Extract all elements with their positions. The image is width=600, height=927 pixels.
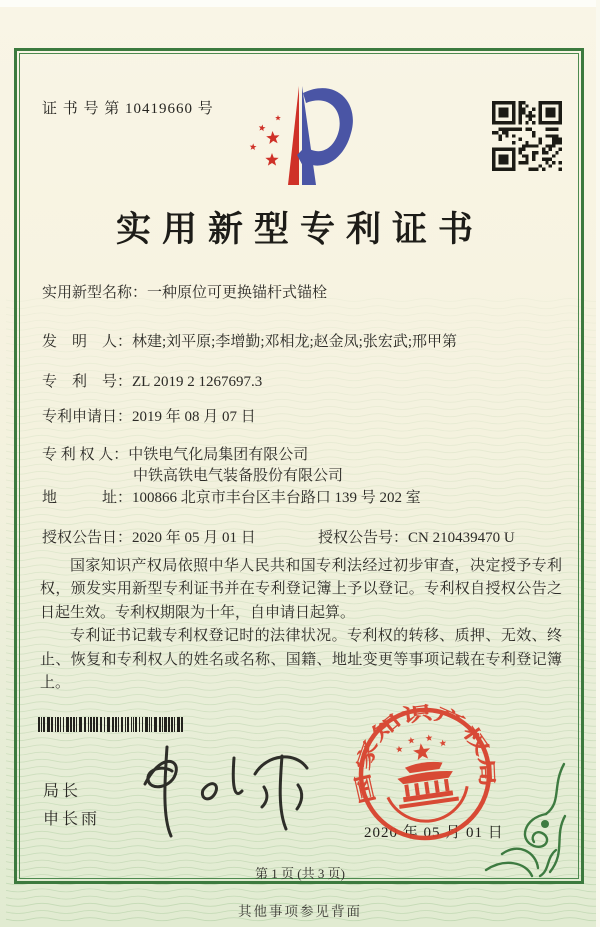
field-utility-model-name — [42, 281, 327, 302]
field-label: 专利申请日： — [42, 409, 133, 425]
field-label: 发 明 人： — [42, 334, 133, 350]
field-label: 实用新型名称： — [42, 285, 148, 301]
field-patent-number — [42, 370, 262, 391]
official-seal — [335, 684, 516, 865]
legal-paragraph-2: 专利证书记载专利权登记时的法律状况。专利权的转移、质押、无效、终止、恢复和专利权人的姓名或名称、国籍、地址变更等事项记载在专利登记簿上。 — [40, 628, 562, 692]
photo-edge-top — [0, 0, 600, 7]
page-number: 第 1 页 (共 3 页) — [255, 866, 345, 881]
field-value: 林建;刘平原;李增勤;邓相龙;赵金凤;张宏武;邢甲第 — [132, 334, 458, 350]
field-label: 专 利 权 人： — [42, 447, 129, 463]
field-filing-date — [42, 405, 256, 426]
qr-code — [492, 101, 562, 171]
seal-emblem-gate — [384, 757, 471, 826]
field-value: 中铁电气化局集团有限公司 — [128, 447, 309, 463]
legal-paragraph-1: 国家知识产权局依照中华人民共和国专利法经过初步审查，决定授予专利权，颁发实用新型专利证书并在专利登记簿上予以登记。专利权自授权公告之日起生效。专利权期限为十年，自申请日起算。 — [40, 558, 562, 621]
certificate-title: 实用新型专利证书 — [115, 210, 484, 249]
field-label: 专 利 号： — [42, 374, 133, 390]
photo-edge-right — [596, 0, 600, 927]
field-value: ZL 2019 2 1267697.3 — [132, 374, 263, 390]
certificate-number: 证 书 号 第 10419660 号 — [42, 101, 214, 117]
seal-date: 2020 年 05 月 01 日 — [364, 825, 504, 841]
grant-date-value: 2020 年 05 月 01 日 — [132, 530, 256, 546]
field-inventors — [42, 330, 457, 351]
grant-number-value: CN 210439470 U — [408, 530, 515, 546]
field-label: 地 址： — [42, 490, 133, 506]
officer-title: 局长 — [43, 783, 82, 800]
cnipa-patent-logo-icon — [232, 84, 368, 192]
back-side-note: 其他事项参见背面 — [238, 904, 362, 919]
barcode — [38, 717, 186, 732]
field-grant-announcement — [42, 526, 515, 547]
seal-text: 国家知识产权局 — [353, 704, 497, 806]
logo-bar-red — [288, 86, 299, 185]
legal-text — [40, 555, 562, 695]
field-address — [42, 486, 421, 507]
field-patentee-line2 — [133, 464, 343, 485]
grant-date-label: 授权公告日： — [42, 530, 133, 546]
logo-stars — [250, 115, 281, 166]
director-signature — [115, 740, 330, 840]
field-value: 一种原位可更换锚杆式锚栓 — [147, 285, 328, 301]
officer-name: 申长雨 — [43, 811, 101, 828]
grant-number-label: 授权公告号： — [318, 530, 409, 546]
seal-emblem-stars — [394, 732, 448, 763]
field-value: 2019 年 08 月 07 日 — [132, 409, 256, 425]
field-value: 中铁高铁电气装备股份有限公司 — [133, 468, 344, 484]
field-patentee — [42, 443, 308, 464]
field-value: 100866 北京市丰台区丰台路口 139 号 202 室 — [132, 490, 421, 506]
grant-number — [318, 526, 515, 547]
